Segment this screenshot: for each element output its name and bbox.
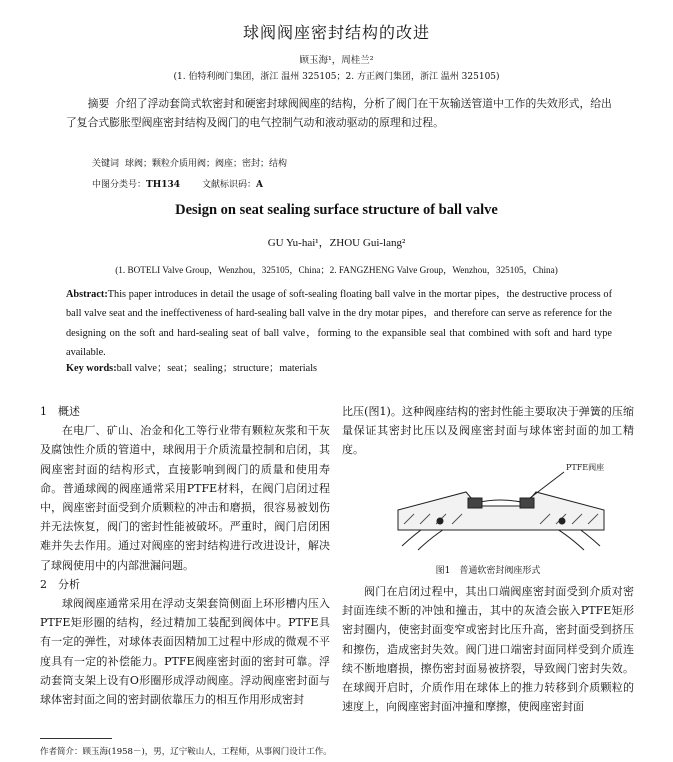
english-keywords-text: ball valve；seat；sealing；structure；materials [116, 363, 318, 374]
section-1-heading: 1 概述 [40, 405, 80, 418]
figure-caption: 图1 普通软密封阀座形式 [435, 566, 541, 576]
chinese-keywords-label: 关键词 [92, 159, 120, 169]
english-authors: GU Yu-hai¹，ZHOU Gui-lang² [267, 237, 406, 249]
right-column-bottom [342, 582, 634, 716]
chinese-title: 球阀阀座密封结构的改进 [242, 23, 430, 42]
chinese-abstract-label: 摘要 [87, 97, 110, 110]
chinese-keywords-text: 球阀；颗粒介质用阀；阀座；密封；结构 [125, 159, 288, 169]
ptfe-ring-right [520, 498, 534, 508]
chinese-affiliation: (1. 伯特利阀门集团，浙江 温州 325105；2. 方正阀门集团，浙江 温州 325105) [173, 72, 500, 82]
left-column [40, 402, 330, 709]
section-2-paragraph: 球阀阀座通常采用在浮动支架套筒侧面上环形槽内压入PTFE矩形圈的结构，经过精加工装配到阀体中。PTFE具有一定的弹性，对球体表面因精加工过程中形成的微观不平度具有一定的补偿能力。PTFE阀座密封面的密封可靠。浮动套筒支架上设有O形圈形成浮动阀座。浮动阀座密封面与球体密封面之间的密封副依靠压力的相互作用形成密封 [40, 597, 330, 707]
footnote-rule [40, 738, 112, 739]
seat-body [398, 492, 604, 530]
chinese-authors: 顾玉海¹，周桂兰² [299, 55, 374, 66]
chinese-abstract [66, 94, 612, 132]
classification-label: 中图分类号： [92, 180, 147, 190]
chinese-keywords [92, 156, 287, 169]
document-code-label: 文献标识码： [202, 180, 257, 190]
valve-seat-figure [380, 458, 620, 560]
chinese-abstract-text: 介绍了浮动套筒式软密封和硬密封球阀阀座的结构，分析了阀门在干灰输送管道中工作的失效形式，给出了复合式膨胀型阀座密封结构及阀门的电气控制气动和液动驱动的原理和过程。 [66, 97, 612, 129]
english-title: Design on seat sealing surface structure of ball valve [175, 202, 498, 218]
right-paragraph-2: 阀门在启闭过程中，其出口端阀座密封面受到介质对密封面连续不断的冲蚀和撞击，其中的灰渣会嵌入PTFE矩形密封圈内，使密封面变窄或密封比压升高，密封面受到挤压和擦伤，造成密封失效。阀门进口端密封面同样受到介质连续不断地磨损，擦伤密封面易被挤裂，导致阀门密封失效。在球阀开启时，介质作用在球体上的推力转移到介质颗粒的速度上，向阀座密封面冲撞和摩擦，使阀座密封面 [342, 585, 634, 714]
classification-value: TH134 [146, 180, 181, 190]
figure-leader-line [530, 472, 564, 498]
classification-line [92, 177, 285, 190]
english-keywords [66, 359, 317, 374]
section-2-heading: 2 分析 [40, 577, 80, 591]
o-ring-right [559, 518, 565, 524]
english-affiliation: (1. BOTELI Valve Group，Wenzhou，325105，China；2. FANGZHENG Valve Group，Wenzhou，325105，China) [115, 265, 558, 275]
english-keywords-label: Key words: [66, 363, 117, 374]
english-abstract [66, 285, 612, 363]
figure-label: PTFE阀座 [566, 463, 605, 472]
english-abstract-text: This paper introduces in detail the usage of soft-sealing floating ball valve in the mortar pipes，the destructive process of ball valve seat and the ineffectiveness of hard-sealing ball valve in the dry motar pipes，and therefore can serve as reference for the designing on the soft and hard-sealing seat of ball valve，forming to the expansible seal that combined with soft and hard type available. [66, 289, 612, 359]
author-footnote: 作者简介：顾玉海(1958－)，男，辽宁鞍山人，工程师，从事阀门设计工作。 [40, 747, 332, 757]
right-paragraph-1: 比压(图1)。这种阀座结构的密封性能主要取决于弹簧的压缩量保证其密封比压以及阀座密封面与球体密封面的加工精度。 [342, 405, 634, 457]
ptfe-ring-left [468, 498, 482, 508]
english-abstract-label: Abstract: [66, 289, 108, 300]
o-ring-left [437, 518, 443, 524]
document-code-value: A [256, 180, 264, 190]
right-column-top [342, 402, 634, 460]
section-1-paragraph: 在电厂、矿山、冶金和化工等行业带有颗粒灰浆和干灰及腐蚀性介质的管道中，球阀用于介质流量控制和启闭，其阀座密封面的结构形式，直接影响到阀门的质量和使用寿命。普通球阀的阀座通常采用PTFE材料，在阀门启闭过程中，阀座密封面受到介质颗粒的冲击和磨损，很容易被划伤并无法恢复，阀门的密封性能被破坏。严重时，阀门启闭困难并失去作用。通过对阀座的密封结构进行改进设计，解决了球阀使用中的内部泄漏问题。 [40, 424, 330, 572]
